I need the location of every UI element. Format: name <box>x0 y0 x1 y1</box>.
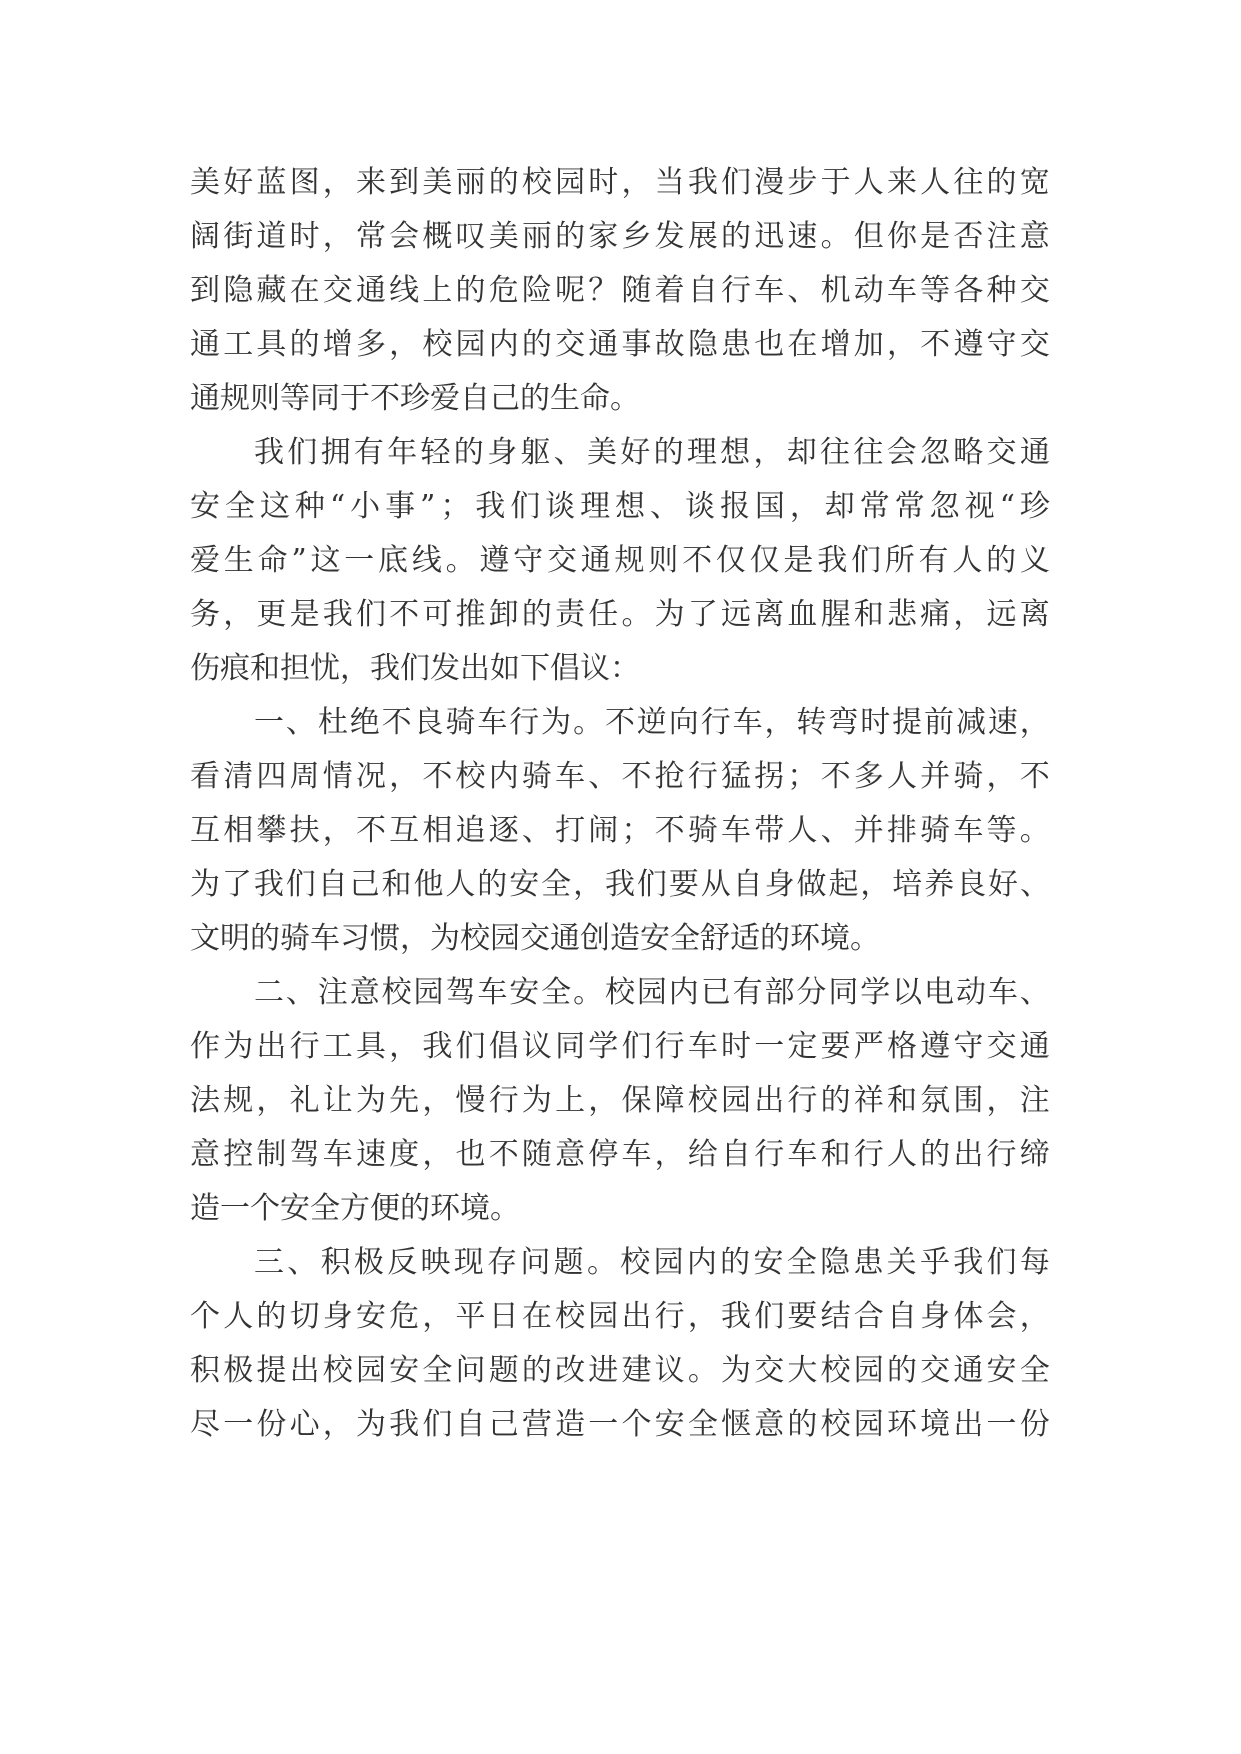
text-line: 看 清 四 周 情 况 ， 不 校 内 骑 车 、 不 抢 行 猛 拐 ； 不 多 人 并 骑 ， 不 <box>190 759 1050 794</box>
text-line: 积 极 提 出 校 园 安 全 问 题 的 改 进 建 议 。 为 交 大 校 园 的 交 通 安 全 <box>190 1353 1050 1388</box>
text-line: 造一个安全方便的环境。 <box>190 1191 520 1226</box>
text-line: 尽 一 份 心 ， 为 我 们 自 己 营 造 一 个 安 全 惬 意 的 校 园 环 境 出 一 份 <box>190 1407 1050 1442</box>
text-line: 意 控 制 驾 车 速 度 ， 也 不 随 意 停 车 ， 给 自 行 车 和 行 人 的 出 行 缔 <box>190 1137 1050 1172</box>
text-line: 三 、 积 极 反 映 现 存 问 题 。 校 园 内 的 安 全 隐 患 关 乎 我 们 每 <box>254 1245 1050 1280</box>
text-line: 美 好 蓝 图 ， 来 到 美 丽 的 校 园 时 ， 当 我 们 漫 步 于 人 来 人 往 的 宽 <box>190 165 1050 200</box>
text-line: 一 、 杜 绝 不 良 骑 车 行 为 。 不 逆 向 行 车 ， 转 弯 时 提 前 减 速 ， <box>254 705 1050 740</box>
text-line: 二 、 注 意 校 园 驾 车 安 全 。 校 园 内 已 有 部 分 同 学 以 电 动 车 、 <box>254 975 1050 1010</box>
text-line: 阔 街 道 时 ， 常 会 概 叹 美 丽 的 家 乡 发 展 的 迅 速 。 但 你 是 否 注 意 <box>190 219 1050 254</box>
text-line: 安 全 这 种 “ 小 事 ” ； 我 们 谈 理 想 、 谈 报 国 ， 却 常 常 忽 视 “ 珍 <box>190 489 1050 524</box>
text-line: 通规则等同于不珍爱自己的生命。 <box>190 381 640 416</box>
text-line: 务 ， 更 是 我 们 不 可 推 卸 的 责 任 。 为 了 远 离 血 腥 和 悲 痛 ， 远 离 <box>190 597 1050 632</box>
text-line: 我 们 拥 有 年 轻 的 身 躯 、 美 好 的 理 想 ， 却 往 往 会 忽 略 交 通 <box>254 435 1050 470</box>
text-line: 互 相 攀 扶 ， 不 互 相 追 逐 、 打 闹 ； 不 骑 车 带 人 、 并 排 骑 车 等 。 <box>190 813 1050 848</box>
text-line: 爱 生 命 ” 这 一 底 线 。 遵 守 交 通 规 则 不 仅 仅 是 我 们 所 有 人 的 义 <box>190 543 1050 578</box>
text-line: 到 隐 藏 在 交 通 线 上 的 危 险 呢 ？ 随 着 自 行 车 、 机 动 车 等 各 种 交 <box>190 273 1050 308</box>
text-line: 法 规 ， 礼 让 为 先 ， 慢 行 为 上 ， 保 障 校 园 出 行 的 祥 和 氛 围 ， 注 <box>190 1083 1050 1118</box>
text-line: 伤痕和担忧，我们发出如下倡议： <box>190 651 640 686</box>
text-line: 个 人 的 切 身 安 危 ， 平 日 在 校 园 出 行 ， 我 们 要 结 合 自 身 体 会 ， <box>190 1299 1050 1334</box>
text-line: 文明的骑车习惯，为校园交通创造安全舒适的环境。 <box>190 921 880 956</box>
document-body <box>190 156 1050 1452</box>
text-line: 通 工 具 的 增 多 ， 校 园 内 的 交 通 事 故 隐 患 也 在 增 加 ， 不 遵 守 交 <box>190 327 1050 362</box>
text-line: 作 为 出 行 工 具 ， 我 们 倡 议 同 学 们 行 车 时 一 定 要 严 格 遵 守 交 通 <box>190 1029 1050 1064</box>
text-line: 为 了 我 们 自 己 和 他 人 的 安 全 ， 我 们 要 从 自 身 做 起 ， 培 养 良 好 、 <box>190 867 1050 902</box>
